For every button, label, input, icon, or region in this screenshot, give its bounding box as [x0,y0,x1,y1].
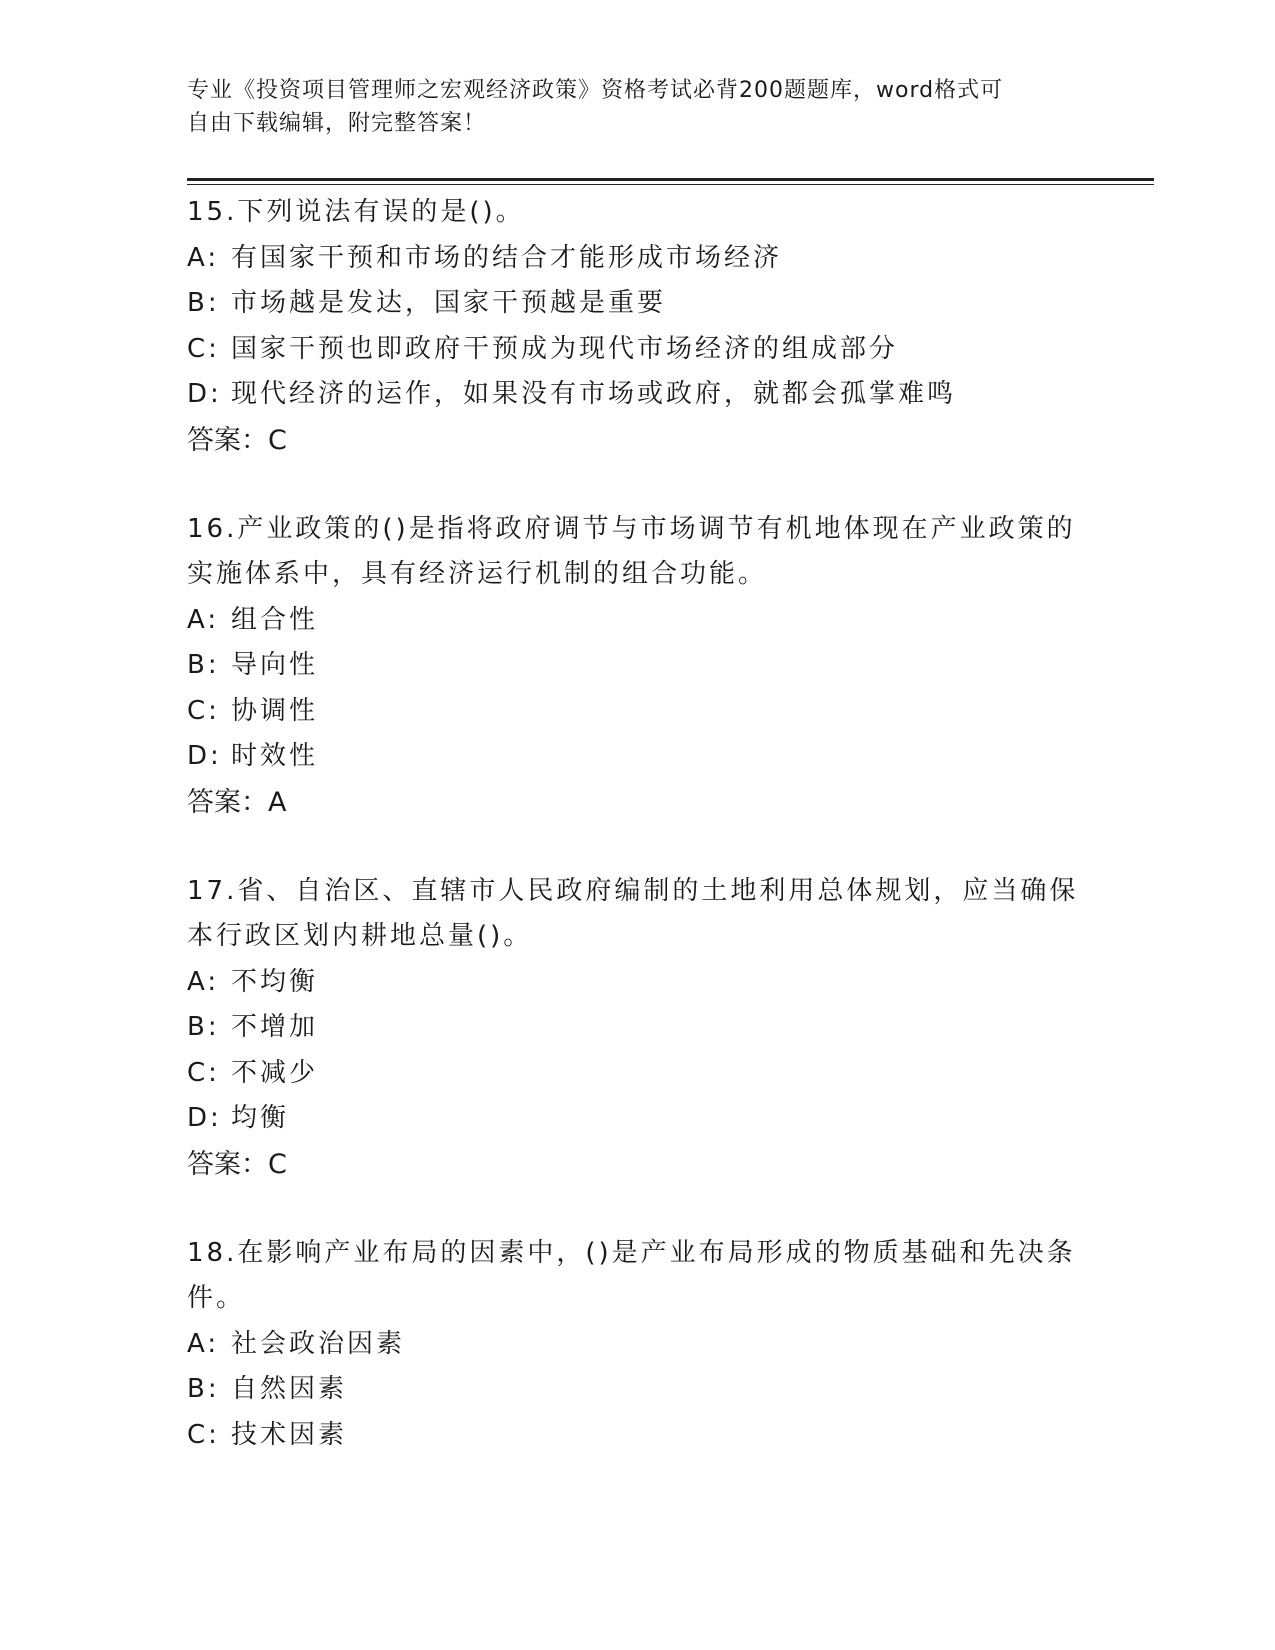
option-letter: D: [187,741,222,771]
option-letter: C: [187,1419,220,1450]
option-text: 协调性 [231,695,319,726]
question-stem: 17.省、自治区、直辖市人民政府编制的土地利用总体规划，应当确保本行政区划内耕地总量()。 [187,875,1079,951]
answer-line: 答案：A [187,786,287,818]
question-17 [187,869,1087,1188]
question-stem: 16.产业政策的()是指将政府调节与市场调节有机地体现在产业政策的实施体系中，具有经济运行机制的组合功能。 [187,513,1076,589]
option-letter: C: [187,1057,220,1088]
option-c [187,1051,1087,1097]
option-b [187,281,1087,327]
option-letter: B: [187,1012,220,1042]
option-letter: A: [187,966,220,997]
option-letter: C: [187,695,220,726]
option-b [187,1005,1087,1051]
option-a [187,1322,1087,1368]
option-text: 技术因素 [231,1419,348,1450]
option-text: 社会政治因素 [231,1328,406,1359]
option-letter: A: [187,604,220,635]
option-text: 时效性 [231,741,319,771]
option-d [187,372,1087,418]
header-divider-thick [187,178,1154,181]
option-c [187,327,1087,373]
option-text: 现代经济的运作，如果没有市场或政府，就都会孤掌难鸣 [231,379,957,409]
option-a [187,236,1087,282]
question-18 [187,1231,1087,1459]
question-15 [187,190,1087,464]
option-text: 自然因素 [231,1374,348,1404]
option-text: 市场越是发达，国家干预越是重要 [231,288,667,318]
answer-line: 答案：C [187,424,287,456]
header-line-2: 自由下载编辑，附完整答案！ [187,111,487,136]
option-text: 导向性 [231,650,319,680]
header-divider-thin [187,184,1154,185]
option-letter: B: [187,650,220,680]
option-a [187,598,1087,644]
option-b [187,1367,1087,1413]
question-list [187,190,1087,1501]
option-c [187,689,1087,735]
option-letter: D: [187,379,222,409]
option-letter: A: [187,242,220,273]
option-letter: D: [187,1103,222,1133]
header-line-1: 专业《投资项目管理师之宏观经济政策》资格考试必背200题题库，word格式可 [187,78,1004,103]
option-text: 不均衡 [231,966,319,997]
option-letter: B: [187,1374,220,1404]
option-text: 有国家干预和市场的结合才能形成市场经济 [231,242,783,273]
option-a [187,960,1087,1006]
option-text: 组合性 [231,604,319,635]
option-letter: A: [187,1328,220,1359]
option-text: 均衡 [231,1103,290,1133]
option-d [187,1096,1087,1142]
question-16 [187,507,1087,826]
option-letter: C: [187,333,220,364]
document-header [187,74,1067,140]
option-text: 国家干预也即政府干预成为现代市场经济的组成部分 [231,333,899,364]
answer-line: 答案：C [187,1148,287,1180]
option-c [187,1413,1087,1459]
option-d [187,734,1087,780]
option-letter: B: [187,288,220,318]
option-text: 不增加 [231,1012,319,1042]
option-text: 不减少 [231,1057,319,1088]
question-stem: 15.下列说法有误的是()。 [187,197,525,227]
option-b [187,643,1087,689]
question-stem: 18.在影响产业布局的因素中，()是产业布局形成的物质基础和先决条件。 [187,1237,1076,1313]
